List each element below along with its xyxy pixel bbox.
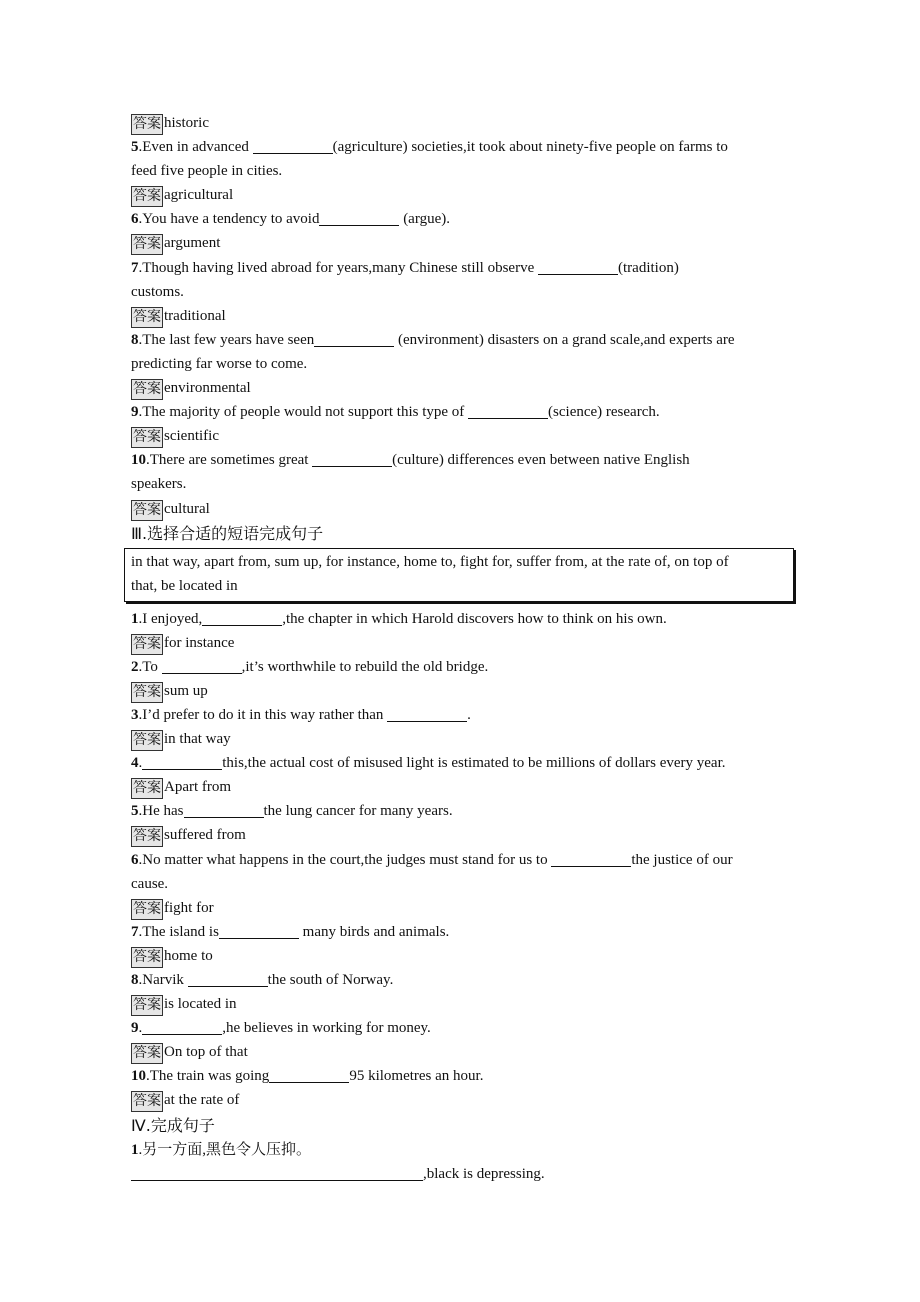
answer-badge: 答案 xyxy=(131,1091,163,1112)
question-text: .I’d prefer to do it in this way rather than xyxy=(138,706,388,723)
answer-text: traditional xyxy=(164,307,226,324)
question-text: 95 kilometres an hour. xyxy=(349,1068,484,1085)
question-text: .The train was going xyxy=(146,1068,270,1085)
answer-row xyxy=(131,992,801,1016)
question-text: (agriculture) societies,it took about ninety-five people on farms to xyxy=(332,139,728,156)
translation-answer-line xyxy=(131,1162,801,1186)
question-text: .The majority of people would not support this type of xyxy=(138,404,469,421)
answer-row xyxy=(131,944,801,968)
question-row xyxy=(131,400,801,424)
answer-text: scientific xyxy=(164,428,219,445)
answer-text: environmental xyxy=(164,380,251,397)
answer-text: suffered from xyxy=(164,827,246,844)
question-text: ,he believes in working for money. xyxy=(222,1020,431,1037)
fill-in-blank[interactable] xyxy=(202,611,282,626)
word-form-exercise-continued xyxy=(131,111,801,521)
answer-row xyxy=(131,896,801,920)
question-text: .There are sometimes great xyxy=(146,452,313,469)
answer-row xyxy=(131,631,801,655)
question-continuation: cause. xyxy=(131,875,169,892)
answer-text: On top of that xyxy=(164,1044,248,1061)
answer-text: argument xyxy=(164,235,221,252)
question-text: (science) research. xyxy=(548,404,660,421)
answer-text: home to xyxy=(164,947,213,964)
question-text: ,black is depressing. xyxy=(423,1165,545,1182)
question-number: 10 xyxy=(131,452,146,469)
answer-row xyxy=(131,679,801,703)
answer-badge: 答案 xyxy=(131,234,163,255)
answer-row xyxy=(131,304,801,328)
question-row xyxy=(131,207,801,231)
question-number: 10 xyxy=(131,1068,146,1085)
question-number: 4 xyxy=(131,755,139,772)
question-text: .No matter what happens in the court,the judges must stand for us to xyxy=(138,851,552,868)
answer-badge: 答案 xyxy=(131,995,163,1016)
question-number: 7 xyxy=(131,259,139,276)
fill-in-blank[interactable] xyxy=(131,1166,423,1181)
question-text: (tradition) xyxy=(618,259,679,276)
answer-row xyxy=(131,775,801,799)
answer-text: cultural xyxy=(164,500,210,517)
question-row xyxy=(131,256,801,280)
question-text: .To xyxy=(138,658,162,675)
question-text: (environment) disasters on a grand scale,and experts are xyxy=(394,331,735,348)
question-number: 2 xyxy=(131,658,139,675)
fill-in-blank[interactable] xyxy=(162,659,242,674)
question-number: 1 xyxy=(131,1141,139,1158)
answer-badge: 答案 xyxy=(131,307,163,328)
question-number: 8 xyxy=(131,331,139,348)
question-row xyxy=(131,920,801,944)
answer-text: sum up xyxy=(164,682,208,699)
phrase-bank-line: in that way, apart from, sum up, for instance, home to, fight for, suffer from, at the rate of, on top of xyxy=(131,553,729,570)
section-3-title: Ⅲ.选择合适的短语完成句子 xyxy=(131,523,324,543)
translation-question xyxy=(131,1138,801,1162)
fill-in-blank[interactable] xyxy=(253,139,333,154)
answer-badge: 答案 xyxy=(131,427,163,448)
question-number: 9 xyxy=(131,404,139,421)
question-row xyxy=(131,1016,801,1040)
answer-row xyxy=(131,823,801,847)
question-text: .Even in advanced xyxy=(138,139,253,156)
fill-in-blank[interactable] xyxy=(538,260,618,275)
answer-row xyxy=(131,376,801,400)
fill-in-blank[interactable] xyxy=(184,803,264,818)
section-4-title: Ⅳ.完成句子 xyxy=(131,1115,215,1135)
fill-in-blank[interactable] xyxy=(219,924,299,939)
fill-in-blank[interactable] xyxy=(312,452,392,467)
question-text: . xyxy=(138,1020,143,1037)
question-text: the lung cancer for many years. xyxy=(263,803,453,820)
answer-row xyxy=(131,1088,801,1112)
question-number: 5 xyxy=(131,139,139,156)
fill-in-blank[interactable] xyxy=(188,972,268,987)
question-row xyxy=(131,968,801,992)
question-row xyxy=(131,135,801,159)
answer-badge: 答案 xyxy=(131,730,163,751)
question-text: .Though having lived abroad for years,many Chinese still observe xyxy=(138,259,538,276)
question-continuation: predicting far worse to come. xyxy=(131,355,308,372)
question-row xyxy=(131,655,801,679)
question-row xyxy=(131,1064,801,1088)
phrase-exercise xyxy=(131,607,801,1113)
question-row xyxy=(131,703,801,727)
answer-badge: 答案 xyxy=(131,947,163,968)
question-number: 8 xyxy=(131,972,139,988)
answer-row xyxy=(131,497,801,521)
fill-in-blank[interactable] xyxy=(142,1020,222,1035)
question-number: 7 xyxy=(131,923,139,940)
question-continuation: customs. xyxy=(131,283,184,300)
answer-badge: 答案 xyxy=(131,186,163,207)
answer-row xyxy=(131,183,801,207)
answer-row xyxy=(131,424,801,448)
question-text: the justice of our xyxy=(631,851,733,868)
question-row xyxy=(131,751,801,775)
question-text: .The last few years have seen xyxy=(138,331,315,348)
answer-text: historic xyxy=(164,115,209,131)
fill-in-blank[interactable] xyxy=(468,404,548,419)
question-text: . xyxy=(138,755,143,772)
question-continuation: speakers. xyxy=(131,476,187,493)
phrase-bank-box xyxy=(124,548,794,602)
question-row xyxy=(131,848,801,872)
question-text: the south of Norway. xyxy=(267,972,394,988)
question-number: 5 xyxy=(131,803,139,820)
question-text: .Narvik xyxy=(138,972,188,988)
question-row xyxy=(131,448,801,472)
question-text: .You have a tendency to avoid xyxy=(138,211,320,228)
answer-badge: 答案 xyxy=(131,634,163,655)
question-continuation: feed five people in cities. xyxy=(131,163,283,180)
answer-row xyxy=(131,727,801,751)
answer-badge: 答案 xyxy=(131,1043,163,1064)
question-text: .I enjoyed, xyxy=(138,610,203,627)
answer-text: fight for xyxy=(164,899,214,916)
fill-in-blank[interactable] xyxy=(142,755,222,770)
question-number: 1 xyxy=(131,610,139,627)
question-number: 9 xyxy=(131,1020,139,1037)
question-text: .He has xyxy=(138,803,184,820)
question-text: .The island is xyxy=(138,923,219,940)
answer-text: agricultural xyxy=(164,187,234,204)
answer-row xyxy=(131,231,801,255)
answer-text: is located in xyxy=(164,996,237,1013)
answer-badge: 答案 xyxy=(131,682,163,703)
question-text: (culture) differences even between native English xyxy=(392,452,690,469)
question-text: ,the chapter in which Harold discovers how to think on his own. xyxy=(282,610,667,627)
fill-in-blank[interactable] xyxy=(387,707,467,722)
question-number: 6 xyxy=(131,211,139,228)
question-text: this,the actual cost of misused light is estimated to be millions of dollars every year. xyxy=(222,755,726,772)
fill-in-blank[interactable] xyxy=(319,211,399,226)
question-row xyxy=(131,328,801,352)
fill-in-blank[interactable] xyxy=(551,852,631,867)
question-text: .另一方面,黑色令人压抑。 xyxy=(138,1141,312,1158)
fill-in-blank[interactable] xyxy=(314,332,394,347)
answer-badge: 答案 xyxy=(131,899,163,920)
question-number: 3 xyxy=(131,706,139,723)
answer-badge: 答案 xyxy=(131,379,163,400)
answer-badge: 答案 xyxy=(131,500,163,521)
question-text: . xyxy=(467,706,471,723)
question-row xyxy=(131,607,801,631)
question-row xyxy=(131,799,801,823)
answer-badge: 答案 xyxy=(131,778,163,799)
answer-text: Apart from xyxy=(164,779,232,796)
worksheet-page xyxy=(131,111,801,1186)
question-text: ,it’s worthwhile to rebuild the old bridge. xyxy=(241,658,489,675)
answer-row xyxy=(131,1040,801,1064)
fill-in-blank[interactable] xyxy=(269,1068,349,1083)
question-text: (argue). xyxy=(399,211,450,228)
answer-badge: 答案 xyxy=(131,826,163,847)
phrase-bank-line: that, be located in xyxy=(131,577,238,594)
question-text: many birds and animals. xyxy=(298,923,450,940)
question-number: 6 xyxy=(131,851,139,868)
answer-badge: 答案 xyxy=(131,114,163,135)
answer-row xyxy=(131,111,801,135)
answer-text: for instance xyxy=(164,634,235,651)
answer-text: at the rate of xyxy=(164,1092,240,1109)
answer-text: in that way xyxy=(164,731,231,748)
